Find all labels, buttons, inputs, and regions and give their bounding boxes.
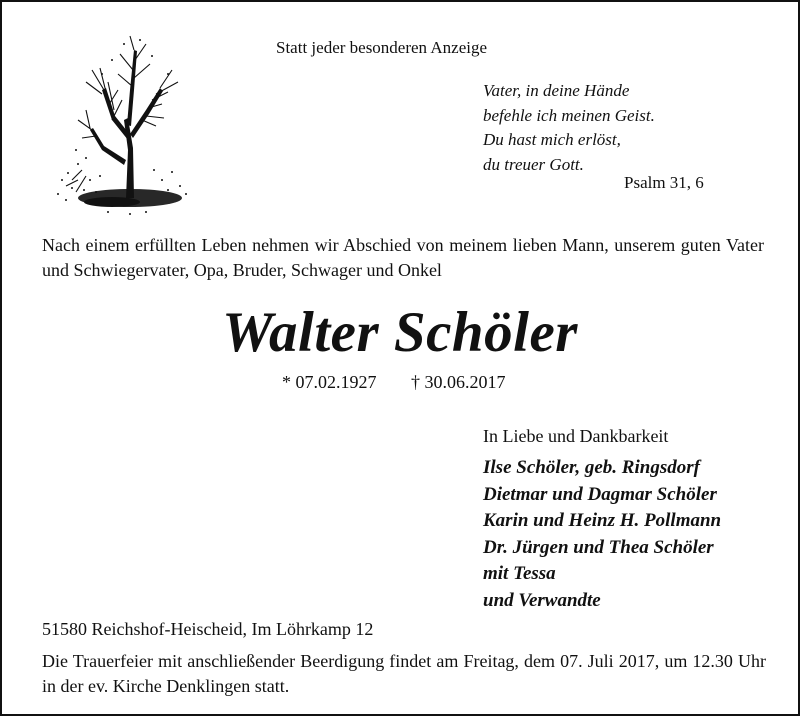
birth-date: * 07.02.1927: [282, 372, 377, 392]
verse-line: du treuer Gott.: [483, 154, 584, 174]
death-date: † 30.06.2017: [411, 372, 506, 392]
header-note: Statt jeder besonderen Anzeige: [276, 38, 488, 57]
mourner-line: Ilse Schöler, geb. Ringsdorf: [483, 457, 700, 478]
ceremony-info: Die Trauerfeier mit anschließender Beerdigung findet am Freitag, dem 07. Juli 2017, um 12.30 Uhr in der ev. Kirche Denklingen statt.: [42, 651, 766, 696]
verse-line: Du hast mich erlöst,: [483, 130, 621, 149]
mourner-line: Dr. Jürgen und Thea Schöler: [483, 536, 714, 558]
bible-verse: [483, 79, 655, 177]
verse-line: Vater, in deine Hände: [483, 81, 630, 100]
intro-text: Nach einem erfüllten Leben nehmen wir Abschied von meinem lieben Mann, unserem guten Vater und Schwiegervater, Opa, Bruder, Schwager und Onkel: [42, 235, 764, 280]
deceased-name: Walter Schöler: [222, 301, 578, 364]
verse-reference: Psalm 31, 6: [624, 173, 704, 192]
mourner-line: und Verwandte: [483, 589, 601, 611]
mourner-line: mit Tessa: [483, 563, 556, 584]
mourners-list: [483, 455, 721, 614]
mourner-line: Dietmar und Dagmar Schöler: [483, 483, 717, 505]
family-address: 51580 Reichshof-Heischeid, Im Löhrkamp 12: [42, 619, 374, 639]
life-dates: [282, 372, 506, 393]
tree-illustration: [42, 30, 202, 220]
mourner-line: Karin und Heinz H. Pollmann: [483, 510, 722, 531]
closing-phrase: In Liebe und Dankbarkeit: [483, 426, 669, 446]
verse-line: befehle ich meinen Geist.: [483, 105, 655, 125]
